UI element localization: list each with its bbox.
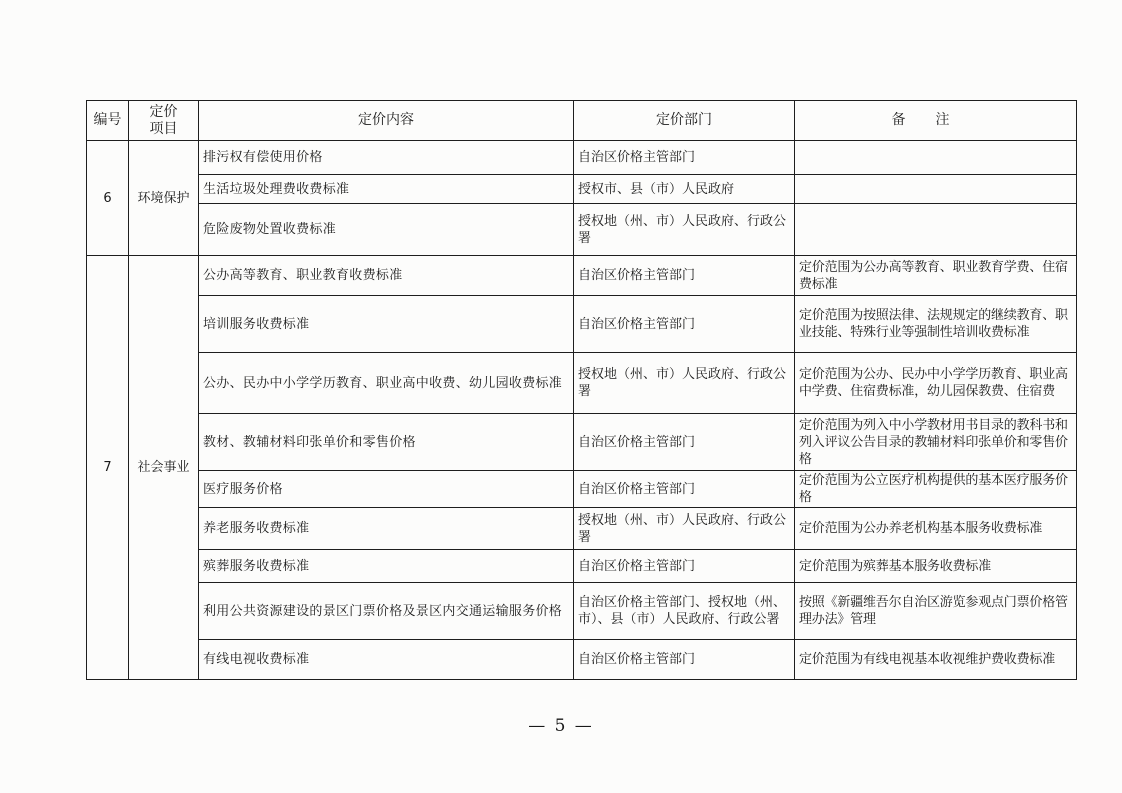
table-row bbox=[87, 175, 1077, 204]
pricing-content: 公办高等教育、职业教育收费标准 bbox=[199, 256, 574, 296]
group-item: 环境保护 bbox=[129, 141, 199, 256]
pricing-content: 生活垃圾处理费收费标准 bbox=[199, 175, 574, 204]
pricing-note bbox=[795, 141, 1077, 175]
pricing-content: 危险废物处置收费标准 bbox=[199, 204, 574, 256]
header-dept: 定价部门 bbox=[574, 101, 795, 141]
pricing-content: 教材、教辅材料印张单价和零售价格 bbox=[199, 414, 574, 471]
pricing-content: 养老服务收费标准 bbox=[199, 508, 574, 550]
group-number: 6 bbox=[87, 141, 129, 256]
group-item: 社会事业 bbox=[129, 256, 199, 680]
table-row bbox=[87, 471, 1077, 508]
pricing-dept: 授权地（州、市）人民政府、行政公署 bbox=[574, 204, 795, 256]
table-header-row bbox=[87, 101, 1077, 141]
pricing-catalog-table bbox=[86, 100, 1077, 680]
pricing-dept: 自治区价格主管部门、授权地（州、市）、县（市）人民政府、行政公署 bbox=[574, 583, 795, 640]
pricing-content: 公办、民办中小学学历教育、职业高中收费、幼儿园收费标准 bbox=[199, 353, 574, 414]
header-content: 定价内容 bbox=[199, 101, 574, 141]
pricing-content: 有线电视收费标准 bbox=[199, 640, 574, 680]
pricing-content: 排污权有偿使用价格 bbox=[199, 141, 574, 175]
table-row bbox=[87, 204, 1077, 256]
pricing-dept: 授权地（州、市）人民政府、行政公署 bbox=[574, 353, 795, 414]
pricing-note: 按照《新疆维吾尔自治区游览参观点门票价格管理办法》管理 bbox=[795, 583, 1077, 640]
table-row bbox=[87, 296, 1077, 353]
table-row bbox=[87, 141, 1077, 175]
pricing-note: 定价范围为殡葬基本服务收费标准 bbox=[795, 550, 1077, 583]
table-row bbox=[87, 583, 1077, 640]
pricing-dept: 授权市、县（市）人民政府 bbox=[574, 175, 795, 204]
table-row bbox=[87, 550, 1077, 583]
pricing-note: 定价范围为有线电视基本收视维护费收费标准 bbox=[795, 640, 1077, 680]
header-item-line1: 定价 bbox=[149, 103, 178, 120]
pricing-note: 定价范围为列入中小学教材用书目录的教科书和列入评议公告目录的教辅材料印张单价和零售价格 bbox=[795, 414, 1077, 471]
pricing-dept: 自治区价格主管部门 bbox=[574, 471, 795, 508]
pricing-dept: 授权地（州、市）人民政府、行政公署 bbox=[574, 508, 795, 550]
header-item bbox=[129, 101, 199, 141]
header-no: 编号 bbox=[87, 101, 129, 141]
table-row bbox=[87, 640, 1077, 680]
pricing-content: 培训服务收费标准 bbox=[199, 296, 574, 353]
pricing-dept: 自治区价格主管部门 bbox=[574, 141, 795, 175]
pricing-dept: 自治区价格主管部门 bbox=[574, 640, 795, 680]
header-note: 备注 bbox=[795, 101, 1077, 141]
pricing-dept: 自治区价格主管部门 bbox=[574, 256, 795, 296]
table-row bbox=[87, 414, 1077, 471]
pricing-note: 定价范围为公办、民办中小学学历教育、职业高中学费、住宿费标准，幼儿园保教费、住宿费 bbox=[795, 353, 1077, 414]
pricing-note: 定价范围为按照法律、法规规定的继续教育、职业技能、特殊行业等强制性培训收费标准 bbox=[795, 296, 1077, 353]
pricing-content: 利用公共资源建设的景区门票价格及景区内交通运输服务价格 bbox=[199, 583, 574, 640]
page-number: — 5 — bbox=[528, 716, 594, 736]
pricing-dept: 自治区价格主管部门 bbox=[574, 414, 795, 471]
header-item-line2: 项目 bbox=[149, 120, 178, 137]
group-number: 7 bbox=[87, 256, 129, 680]
pricing-dept: 自治区价格主管部门 bbox=[574, 550, 795, 583]
pricing-note bbox=[795, 175, 1077, 204]
pricing-content: 殡葬服务收费标准 bbox=[199, 550, 574, 583]
table-row bbox=[87, 353, 1077, 414]
table-row bbox=[87, 508, 1077, 550]
pricing-note: 定价范围为公办高等教育、职业教育学费、住宿费标准 bbox=[795, 256, 1077, 296]
pricing-note: 定价范围为公立医疗机构提供的基本医疗服务价格 bbox=[795, 471, 1077, 508]
pricing-dept: 自治区价格主管部门 bbox=[574, 296, 795, 353]
pricing-note bbox=[795, 204, 1077, 256]
table-row bbox=[87, 256, 1077, 296]
pricing-note: 定价范围为公办养老机构基本服务收费标准 bbox=[795, 508, 1077, 550]
pricing-content: 医疗服务价格 bbox=[199, 471, 574, 508]
